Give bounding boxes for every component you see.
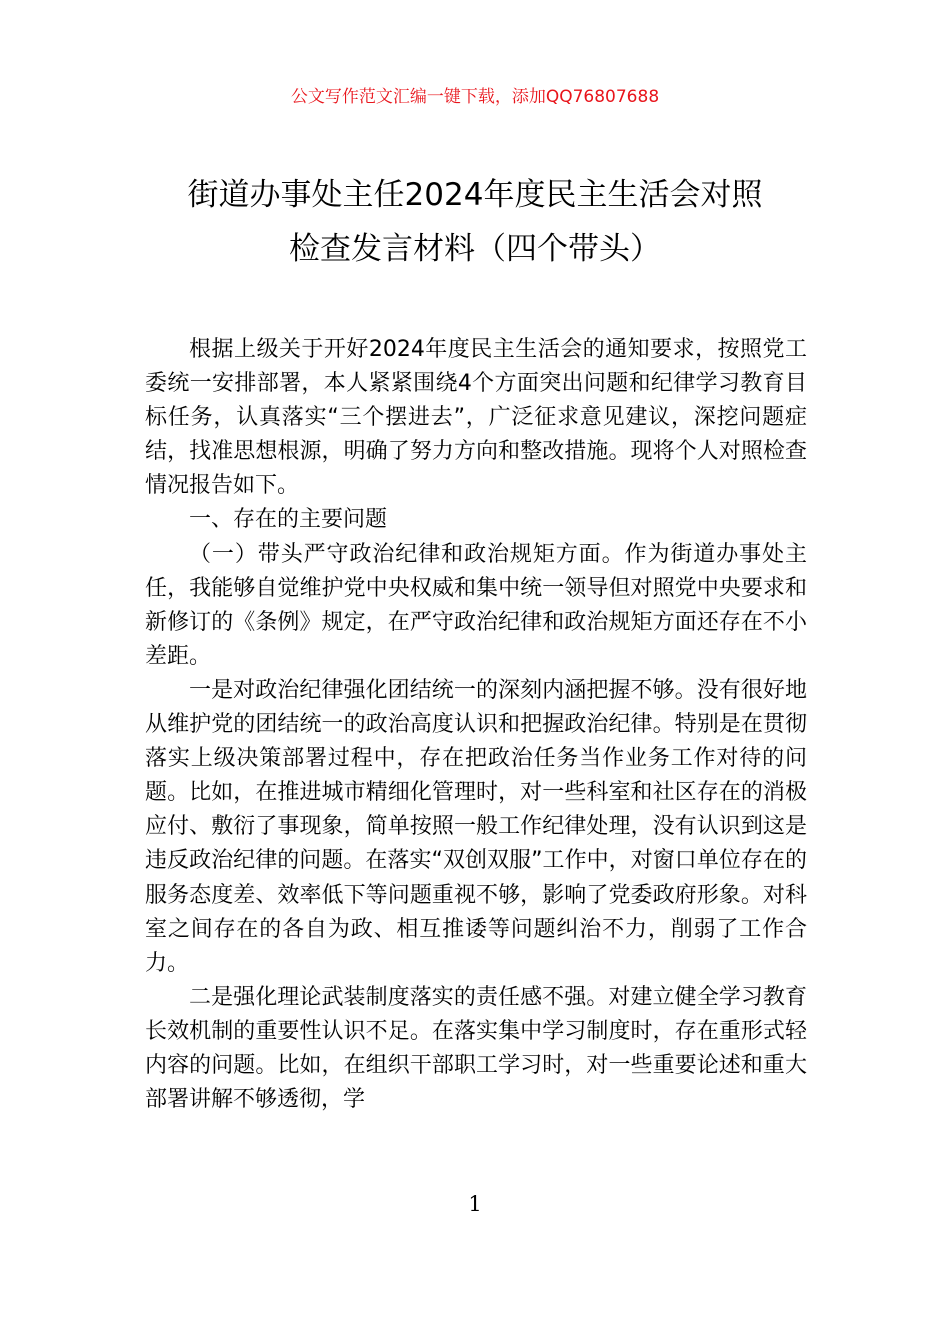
intro-paragraph: 根据上级关于开好2024年度民主生活会的通知要求，按照党工委统一安排部署，本人紧紧围绕4个方面突出问题和纪律学习教育目标任务，认真落实“三个摆进去”，广泛征求意见建议，深挖问题症结，找准思想根源，明确了努力方向和整改措施。现将个人对照检查情况报告如下。: [145, 337, 807, 499]
document-body: [145, 333, 807, 1117]
title-line-2: 检查发言材料（四个带头）: [289, 231, 661, 267]
section-heading-problems: 一、存在的主要问题: [189, 507, 388, 533]
subsection-political-discipline: （一）带头严守政治纪律和政治规矩方面。作为街道办事处主任，我能够自觉维护党中央权威和集中统一领导但对照党中央要求和新修订的《条例》规定，在严守政治纪律和政治规矩方面还存在不小差距。: [145, 541, 807, 669]
page-number: 1: [468, 1192, 482, 1216]
document-title: [100, 168, 850, 276]
point-two-paragraph: 二是强化理论武装制度落实的责任感不强。对建立健全学习教育长效机制的重要性认识不足。在落实集中学习制度时，存在重形式轻内容的问题。比如，在组织干部职工学习时，对一些重要论述和重大部署讲解不够透彻，学: [145, 984, 807, 1113]
download-notice: 公文写作范文汇编一键下载，添加QQ76807688: [290, 87, 660, 107]
title-line-1: 街道办事处主任2024年度民主生活会对照: [187, 177, 763, 213]
point-one-paragraph: 一是对政治纪律强化团结统一的深刻内涵把握不够。没有很好地从维护党的团结统一的政治高度认识和把握政治纪律。特别是在贯彻落实上级决策部署过程中，存在把政治任务当作业务工作对待的问题。比如，在推进城市精细化管理时，对一些科室和社区存在的消极应付、敷衍了事现象，简单按照一般工作纪律处理，没有认识到这是违反政治纪律的问题。在落实“双创双服”工作中，对窗口单位存在的服务态度差、效率低下等问题重视不够，影响了党委政府形象。对科室之间存在的各自为政、相互推诿等问题纠治不力，削弱了工作合力。: [145, 677, 807, 976]
